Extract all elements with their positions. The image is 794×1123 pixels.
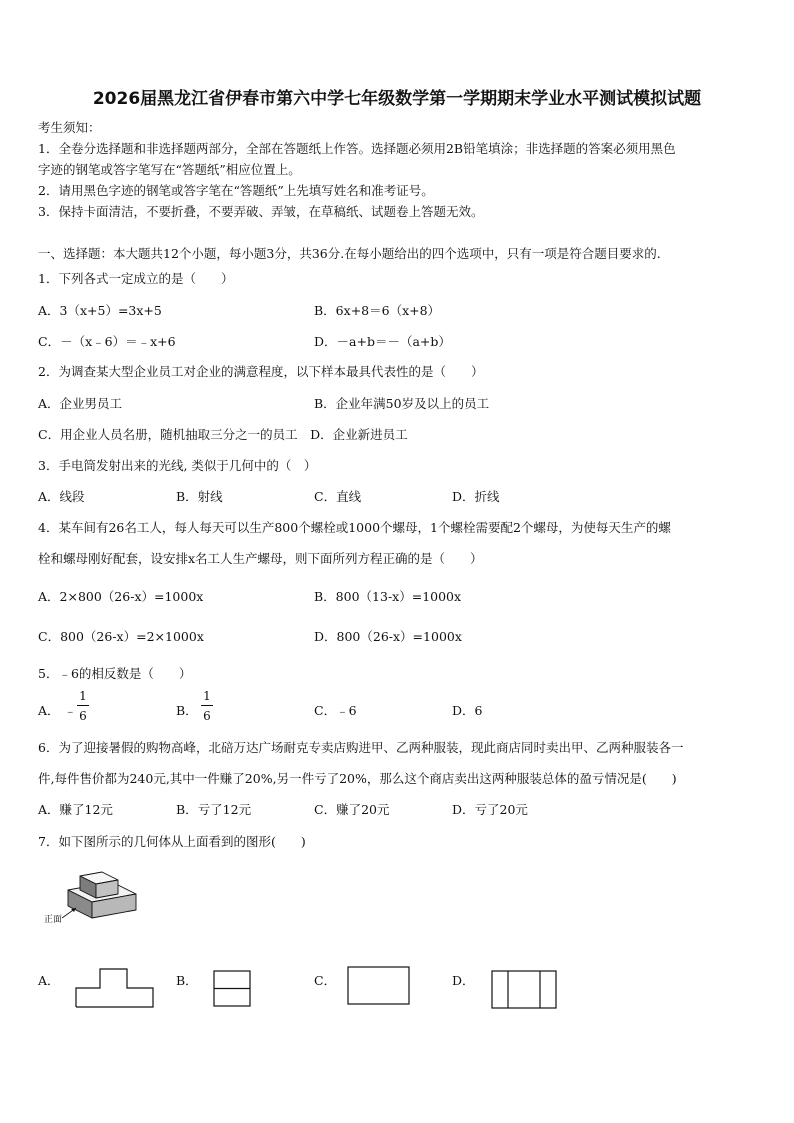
q2-option-b[interactable]: B．企业年满50岁及以上的员工 bbox=[314, 396, 490, 411]
q7-option-a-label[interactable]: A． bbox=[38, 973, 60, 988]
notice-item: 2．请用黑色字迹的钢笔或答字笔在“答题纸”上先填写姓名和准考证号。 bbox=[38, 183, 434, 198]
q5-option-b-label: B． bbox=[176, 703, 198, 718]
q7-option-b-label[interactable]: B． bbox=[176, 973, 198, 988]
q2-option-a[interactable]: A．企业男员工 bbox=[38, 396, 123, 411]
q3-option-b[interactable]: B．射线 bbox=[176, 489, 223, 504]
page-title: 2026届黑龙江省伊春市第六中学七年级数学第一学期期末学业水平测试模拟试题 bbox=[92, 89, 702, 109]
q5-option-a-label: A． bbox=[38, 703, 60, 718]
q4-option-c[interactable]: C．800（26-x）=2×1000x bbox=[38, 629, 204, 644]
q4-option-b[interactable]: B．800（13-x）=1000x bbox=[314, 589, 462, 604]
front-label: 正面 bbox=[44, 915, 63, 925]
q7-option-a-figure[interactable] bbox=[75, 968, 155, 1008]
question-4-stem-cont: 栓和螺母刚好配套，设安排x名工人生产螺母，则下面所列方程正确的是（ ） bbox=[38, 551, 483, 566]
q3-option-a[interactable]: A．线段 bbox=[38, 489, 85, 504]
q1-option-d[interactable]: D．－a+b＝－（a+b） bbox=[314, 334, 451, 349]
section-heading: 一、选择题：本大题共12个小题，每小题3分，共36分.在每小题给出的四个选项中，只有一项是符合题目要求的. bbox=[38, 246, 661, 261]
q1-option-b[interactable]: B．6x+8＝6（x+8） bbox=[314, 303, 441, 318]
question-5-stem: 5．﹣6的相反数是（ ） bbox=[38, 666, 192, 681]
minus-sign: ﹣ bbox=[64, 703, 77, 718]
q4-option-a[interactable]: A．2×800（26-x）=1000x bbox=[38, 589, 204, 604]
q6-option-c[interactable]: C．赚了20元 bbox=[314, 802, 390, 817]
q7-option-d-figure[interactable] bbox=[491, 970, 559, 1010]
question-4-stem: 4．某车间有26名工人，每人每天可以生产800个螺栓或1000个螺母，1个螺栓需要配2个螺母，为使每天生产的螺 bbox=[38, 520, 671, 535]
notice-heading: 考生须知： bbox=[38, 120, 101, 135]
fraction-bar bbox=[201, 705, 213, 706]
question-2-stem: 2．为调查某大型企业员工对企业的满意程度，以下样本最具代表性的是（ ） bbox=[38, 364, 484, 379]
q6-option-d[interactable]: D．亏了20元 bbox=[452, 802, 528, 817]
question-6-stem-cont: 件,每件售价都为240元,其中一件赚了20%,另一件亏了20%，那么这个商店卖出这两种服装总体的盈亏情况是( ) bbox=[38, 771, 677, 786]
q6-option-b[interactable]: B．亏了12元 bbox=[176, 802, 252, 817]
q5-option-c[interactable]: C．﹣6 bbox=[314, 703, 357, 718]
q5-option-d[interactable]: D．6 bbox=[452, 703, 483, 718]
q7-option-c-figure[interactable] bbox=[347, 966, 411, 1006]
q4-option-d[interactable]: D．800（26-x）=1000x bbox=[314, 629, 462, 644]
q3-option-d[interactable]: D．折线 bbox=[452, 489, 500, 504]
fraction-bar bbox=[77, 705, 89, 706]
q3-option-c[interactable]: C．直线 bbox=[314, 489, 362, 504]
q7-option-c-label[interactable]: C． bbox=[314, 973, 337, 988]
notice-item: 3．保持卡面清洁，不要折叠，不要弄破、弄皱，在草稿纸、试题卷上答题无效。 bbox=[38, 204, 484, 219]
notice-item: 字迹的钢笔或答字笔写在“答题纸”相应位置上。 bbox=[38, 162, 301, 177]
fraction-denominator: 6 bbox=[79, 709, 87, 723]
q7-option-d-label[interactable]: D． bbox=[452, 973, 475, 988]
fraction-numerator: 1 bbox=[79, 689, 87, 703]
q1-option-a[interactable]: A．3（x+5）=3x+5 bbox=[38, 303, 162, 318]
solid-figure-diagram bbox=[60, 860, 150, 924]
q7-option-b-figure[interactable] bbox=[213, 970, 253, 1008]
question-1-stem: 1．下列各式一定成立的是（ ） bbox=[38, 271, 234, 286]
q2-option-cd[interactable]: C．用企业人员名册，随机抽取三分之一的员工 D．企业新进员工 bbox=[38, 427, 408, 442]
q6-option-a[interactable]: A．赚了12元 bbox=[38, 802, 113, 817]
fraction-numerator: 1 bbox=[203, 689, 211, 703]
notice-item: 1．全卷分选择题和非选择题两部分，全部在答题纸上作答。选择题必须用2B铅笔填涂；非选择题的答案必须用黑色 bbox=[38, 141, 676, 156]
question-6-stem: 6．为了迎接暑假的购物高峰，北碚万达广场耐克专卖店购进甲、乙两种服装，现此商店同时卖出甲、乙两种服装各一 bbox=[38, 740, 684, 755]
question-7-stem: 7．如下图所示的几何体从上面看到的图形( ) bbox=[38, 834, 306, 849]
q1-option-c[interactable]: C．－（x﹣6）＝﹣x+6 bbox=[38, 334, 176, 349]
question-3-stem: 3．手电筒发射出来的光线, 类似于几何中的（ ） bbox=[38, 458, 317, 473]
fraction-denominator: 6 bbox=[203, 709, 211, 723]
